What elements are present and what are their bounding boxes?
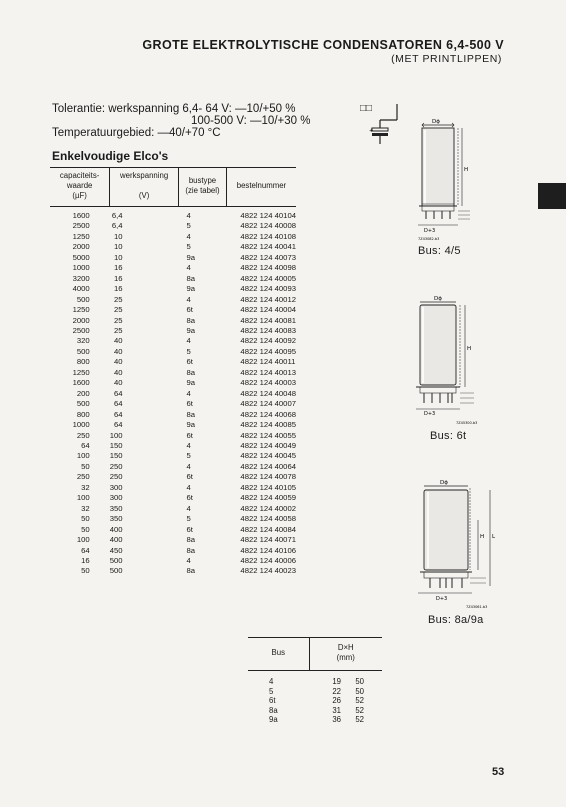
cell-order-number: 4822 124 40007 [240,399,296,409]
cell-capacity: 2500 [72,325,90,335]
cell-voltage: 150 [109,440,123,450]
cell-bus: 4 [186,263,191,273]
cell-order-number: 4822 124 40059 [240,493,296,503]
header-voltage [110,168,179,207]
cell-bus: 4 [186,231,191,241]
cell-bus: 4 [186,211,191,220]
cell-voltage: 400 [109,524,123,534]
cell-capacity: 100 [76,535,90,545]
cell-capacity: 1250 [72,367,90,377]
cell-order-number: 4822 124 40073 [240,252,296,262]
cell-capacity: 50 [81,514,90,524]
cell-bus: 4 [186,336,191,346]
dimensions-header-dxh-text: D×H [337,643,354,652]
cell-voltage: 64 [113,420,123,430]
cell-voltage: 300 [109,482,123,492]
cell-order-number: 4822 124 40055 [240,430,296,440]
cell-voltage: 40 [113,378,123,388]
cell-capacity: 200 [76,388,90,398]
symbol-label: □□ [360,103,373,114]
cell-bus-type: 9a [269,715,278,724]
cell-order-number: 4822 124 40083 [240,325,296,335]
cell-bus: 5 [186,221,191,231]
table-row [50,378,296,388]
dimensions-row [248,696,382,706]
drawing3-d-label: Dϕ [440,480,448,486]
dimensions-row [248,706,382,716]
cell-voltage: 350 [109,503,123,513]
tolerance-block [52,103,310,139]
header-order-number [226,168,296,207]
cell-order-number: 4822 124 40045 [240,451,296,461]
table-row [50,420,296,430]
cell-bus: 8a [186,535,196,545]
cell-capacity: 2000 [72,242,90,252]
temperature-range: Temperatuurgebied: —40/+70 °C [52,127,221,139]
cell-voltage: 400 [109,535,123,545]
drawing2-d-label: Dϕ [434,296,442,302]
cell-capacity: 4000 [72,284,90,294]
cell-voltage: 250 [109,461,123,471]
table-row [50,347,296,357]
cell-capacity: 64 [81,440,90,450]
cell-voltage: 40 [113,336,123,346]
table-row [50,556,296,566]
table-row [50,232,296,242]
table-row [50,472,296,482]
cell-diameter: 19 [332,677,341,686]
cell-order-number: 4822 124 40008 [240,221,296,231]
drawing2-code: 7Z45300.b3 [456,421,478,425]
dimensions-header-row [248,638,382,671]
cell-order-number: 4822 124 40041 [240,242,296,252]
cell-bus-type: 5 [269,686,274,696]
page-title: GROTE ELEKTROLYTISCHE CONDENSATOREN 6,4-500 V [142,38,504,52]
dimensions-header-unit: (mm) [336,652,355,662]
cell-order-number: 4822 124 40078 [240,472,296,482]
table-row [50,207,296,222]
cell-height: 50 [355,686,364,696]
cell-capacity: 50 [81,566,90,576]
cell-voltage: 6,4 [111,221,123,231]
cell-capacity: 500 [76,346,90,356]
cell-capacity: 1000 [72,263,90,273]
cell-bus: 8a [186,273,196,283]
dimensions-header-dxh [309,638,382,671]
cell-voltage: 250 [109,472,123,482]
cell-capacity: 800 [76,357,90,367]
cell-bus: 4 [186,461,191,471]
cell-capacity: 100 [76,451,90,461]
cell-bus: 8a [186,367,196,377]
cell-voltage: 10 [113,242,123,252]
cell-voltage: 300 [109,493,123,503]
cell-bus: 8a [186,409,196,419]
cell-bus: 5 [186,451,191,461]
cell-bus: 4 [186,388,191,398]
cell-voltage: 10 [113,252,123,262]
table-row [50,242,296,252]
cell-order-number: 4822 124 40081 [240,315,296,325]
cell-bus: 5 [186,346,191,356]
dimensions-header-bus [248,638,309,671]
cell-voltage: 100 [109,430,123,440]
cell-capacity: 320 [76,336,90,346]
cell-height: 52 [355,715,364,724]
cell-order-number: 4822 124 40064 [240,461,296,471]
cell-bus: 9a [186,252,196,262]
drawing2-base-label: D+3 [424,411,436,417]
cell-voltage: 450 [109,545,123,555]
cell-order-number: 4822 124 40105 [240,482,296,492]
cell-capacity: 500 [76,399,90,409]
tolerance-line-low-voltage: Tolerantie: werkspanning 6,4- 64 V: —10/+50 % [52,103,296,115]
cell-bus: 4 [186,503,191,513]
table-row [50,525,296,535]
cell-voltage: 10 [113,231,123,241]
cell-bus: 5 [186,242,191,252]
cell-bus: 6t [186,524,193,534]
cell-order-number: 4822 124 40049 [240,440,296,450]
cell-voltage: 500 [109,555,123,565]
table-body [50,207,296,577]
cell-voltage: 150 [109,451,123,461]
cell-capacity: 250 [76,472,90,482]
dimensions-row [248,671,382,687]
cell-voltage: 6,4 [111,211,123,220]
cell-voltage: 40 [113,357,123,367]
table-row [50,316,296,326]
cell-bus: 9a [186,325,196,335]
cell-order-number: 4822 124 40011 [240,357,296,367]
cell-bus: 4 [186,555,191,565]
header-bus-text: bustype (zie tabel) [185,176,220,195]
cell-bus: 9a [186,378,196,388]
cell-order-number: 4822 124 40013 [240,367,296,377]
cell-bus: 8a [186,315,196,325]
cell-voltage: 16 [113,284,123,294]
dimensions-body [248,671,382,725]
cell-capacity: 2000 [72,315,90,325]
cell-capacity: 16 [81,555,90,565]
cell-order-number: 4822 124 40048 [240,388,296,398]
cell-capacity: 32 [81,482,90,492]
cell-capacity: 1600 [72,211,90,220]
header-capacity [50,168,110,207]
cell-order-number: 4822 124 40084 [240,524,296,534]
cell-order-number: 4822 124 40093 [240,284,296,294]
cell-capacity: 800 [76,409,90,419]
cell-capacity: 50 [81,524,90,534]
cell-voltage: 25 [113,325,123,335]
header-bus [179,168,227,207]
cell-height: 50 [355,677,364,686]
drawing2-h-label: H [467,346,472,352]
cell-order-number: 4822 124 40002 [240,503,296,513]
drawing-caption-bus-8a-9a: Bus: 8a/9a [428,614,484,626]
cell-order-number: 4822 124 40058 [240,514,296,524]
table-row [50,514,296,524]
cell-voltage: 25 [113,305,123,315]
cell-order-number: 4822 124 40004 [240,305,296,315]
table-row [50,221,296,231]
cell-order-number: 4822 124 40006 [240,555,296,565]
cell-capacity: 32 [81,503,90,513]
cell-bus: 6t [186,357,193,367]
header-order-text: bestelnummer [236,181,287,190]
cell-bus-type: 4 [269,677,274,686]
cell-voltage: 64 [113,409,123,419]
cell-order-number: 4822 124 40071 [240,535,296,545]
cell-bus: 9a [186,284,196,294]
cell-order-number: 4822 124 40106 [240,545,296,555]
table-row [50,326,296,336]
drawing3-code: 7Z43061.b3 [466,605,488,609]
cell-bus: 6t [186,493,193,503]
cell-bus: 4 [186,294,191,304]
table-row [50,483,296,493]
header-capacity-text: capaciteits- waarde (µF) [59,171,100,200]
drawing-bus-4-5 [414,118,506,242]
cell-order-number: 4822 124 40095 [240,346,296,356]
drawing3-h-label: L [492,534,496,540]
dimensions-table [248,637,382,725]
cell-capacity: 1250 [72,305,90,315]
svg-text:H: H [480,534,485,540]
drawing-caption-bus-4-5: Bus: 4/5 [418,245,461,257]
cell-height: 52 [355,696,364,705]
cell-bus: 5 [186,514,191,524]
page-subtitle: (MET PRINTLIPPEN) [391,53,502,65]
cell-order-number: 4822 124 40092 [240,336,296,346]
table-row [50,493,296,503]
drawing-bus-6t [412,293,504,428]
table-row [50,368,296,378]
drawing-caption-bus-6t: Bus: 6t [430,430,467,442]
cell-order-number: 4822 124 40098 [240,263,296,273]
cell-bus: 6t [186,305,193,315]
cell-capacity: 500 [76,294,90,304]
cell-capacity: 64 [81,545,90,555]
cell-capacity: 2500 [72,221,90,231]
table-row [50,462,296,472]
cell-bus: 6t [186,430,193,440]
cell-voltage: 40 [113,367,123,377]
cell-voltage: 25 [113,294,123,304]
table-row [50,295,296,305]
cell-capacity: 1000 [72,420,90,430]
cell-order-number: 4822 124 40104 [240,211,296,220]
cell-order-number: 4822 124 40108 [240,231,296,241]
cell-capacity: 100 [76,493,90,503]
drawing3-base-label: D+3 [436,596,448,602]
cell-diameter: 31 [332,705,341,715]
table-row [50,546,296,556]
cell-bus-type: 8a [269,705,278,715]
dimensions-header-bus-text: Bus [271,647,285,657]
cell-capacity: 1600 [72,378,90,388]
drawing-bus-8a-9a [414,476,508,611]
section-title: Enkelvoudige Elco's [52,149,169,163]
cell-capacity: 3200 [72,273,90,283]
drawing1-base-label: D+3 [424,228,436,234]
table-row [50,284,296,294]
cell-voltage: 500 [109,566,123,576]
cell-diameter: 22 [332,686,341,696]
cell-capacity: 5000 [72,252,90,262]
table-row [50,389,296,399]
cell-bus: 8a [186,545,196,555]
drawing1-h-label: H [464,167,469,173]
cell-voltage: 64 [113,399,123,409]
cell-voltage: 64 [113,388,123,398]
page-number: 53 [492,766,505,778]
dimensions-row [248,715,382,725]
cell-bus: 8a [186,566,196,576]
table-row [50,504,296,514]
cell-bus: 4 [186,482,191,492]
cell-bus: 6t [186,399,193,409]
table-row [50,274,296,284]
capacitor-symbol [360,104,400,146]
cell-order-number: 4822 124 40012 [240,294,296,304]
cell-voltage: 16 [113,273,123,283]
dimensions-row [248,687,382,697]
cell-voltage: 40 [113,346,123,356]
table-row [50,263,296,273]
svg-text:+: + [369,128,374,134]
cell-bus: 6t [186,472,193,482]
cell-bus-type: 6t [269,696,276,705]
table-row [50,566,296,576]
drawing1-d-label: Dϕ [432,119,440,125]
header-voltage-text: werkspanning (V) [120,171,169,200]
drawing1-code: 7Z43082.b3 [418,237,440,241]
cell-order-number: 4822 124 40003 [240,378,296,388]
table-row [50,305,296,315]
table-row [50,451,296,461]
cell-order-number: 4822 124 40023 [240,566,296,576]
cell-bus: 9a [186,420,196,430]
cell-height: 52 [355,705,364,715]
table-row [50,431,296,441]
table-row [50,399,296,409]
cell-voltage: 25 [113,315,123,325]
table-row [50,535,296,545]
cell-order-number: 4822 124 40068 [240,409,296,419]
cell-order-number: 4822 124 40085 [240,420,296,430]
capacitor-table [50,167,296,577]
table-row [50,336,296,346]
cell-diameter: 36 [332,715,341,724]
cell-capacity: 250 [76,430,90,440]
table-row [50,441,296,451]
table-header-row [50,168,296,207]
tolerance-line-high-voltage: 100-500 V: —10/+30 % [191,115,311,127]
cell-bus: 4 [186,440,191,450]
cell-voltage: 16 [113,263,123,273]
page-edge-tab [538,183,566,209]
cell-capacity: 1250 [72,231,90,241]
cell-voltage: 350 [109,514,123,524]
cell-diameter: 26 [332,696,341,705]
cell-capacity: 50 [81,461,90,471]
table-row [50,253,296,263]
table-row [50,410,296,420]
cell-order-number: 4822 124 40005 [240,273,296,283]
table-row [50,357,296,367]
